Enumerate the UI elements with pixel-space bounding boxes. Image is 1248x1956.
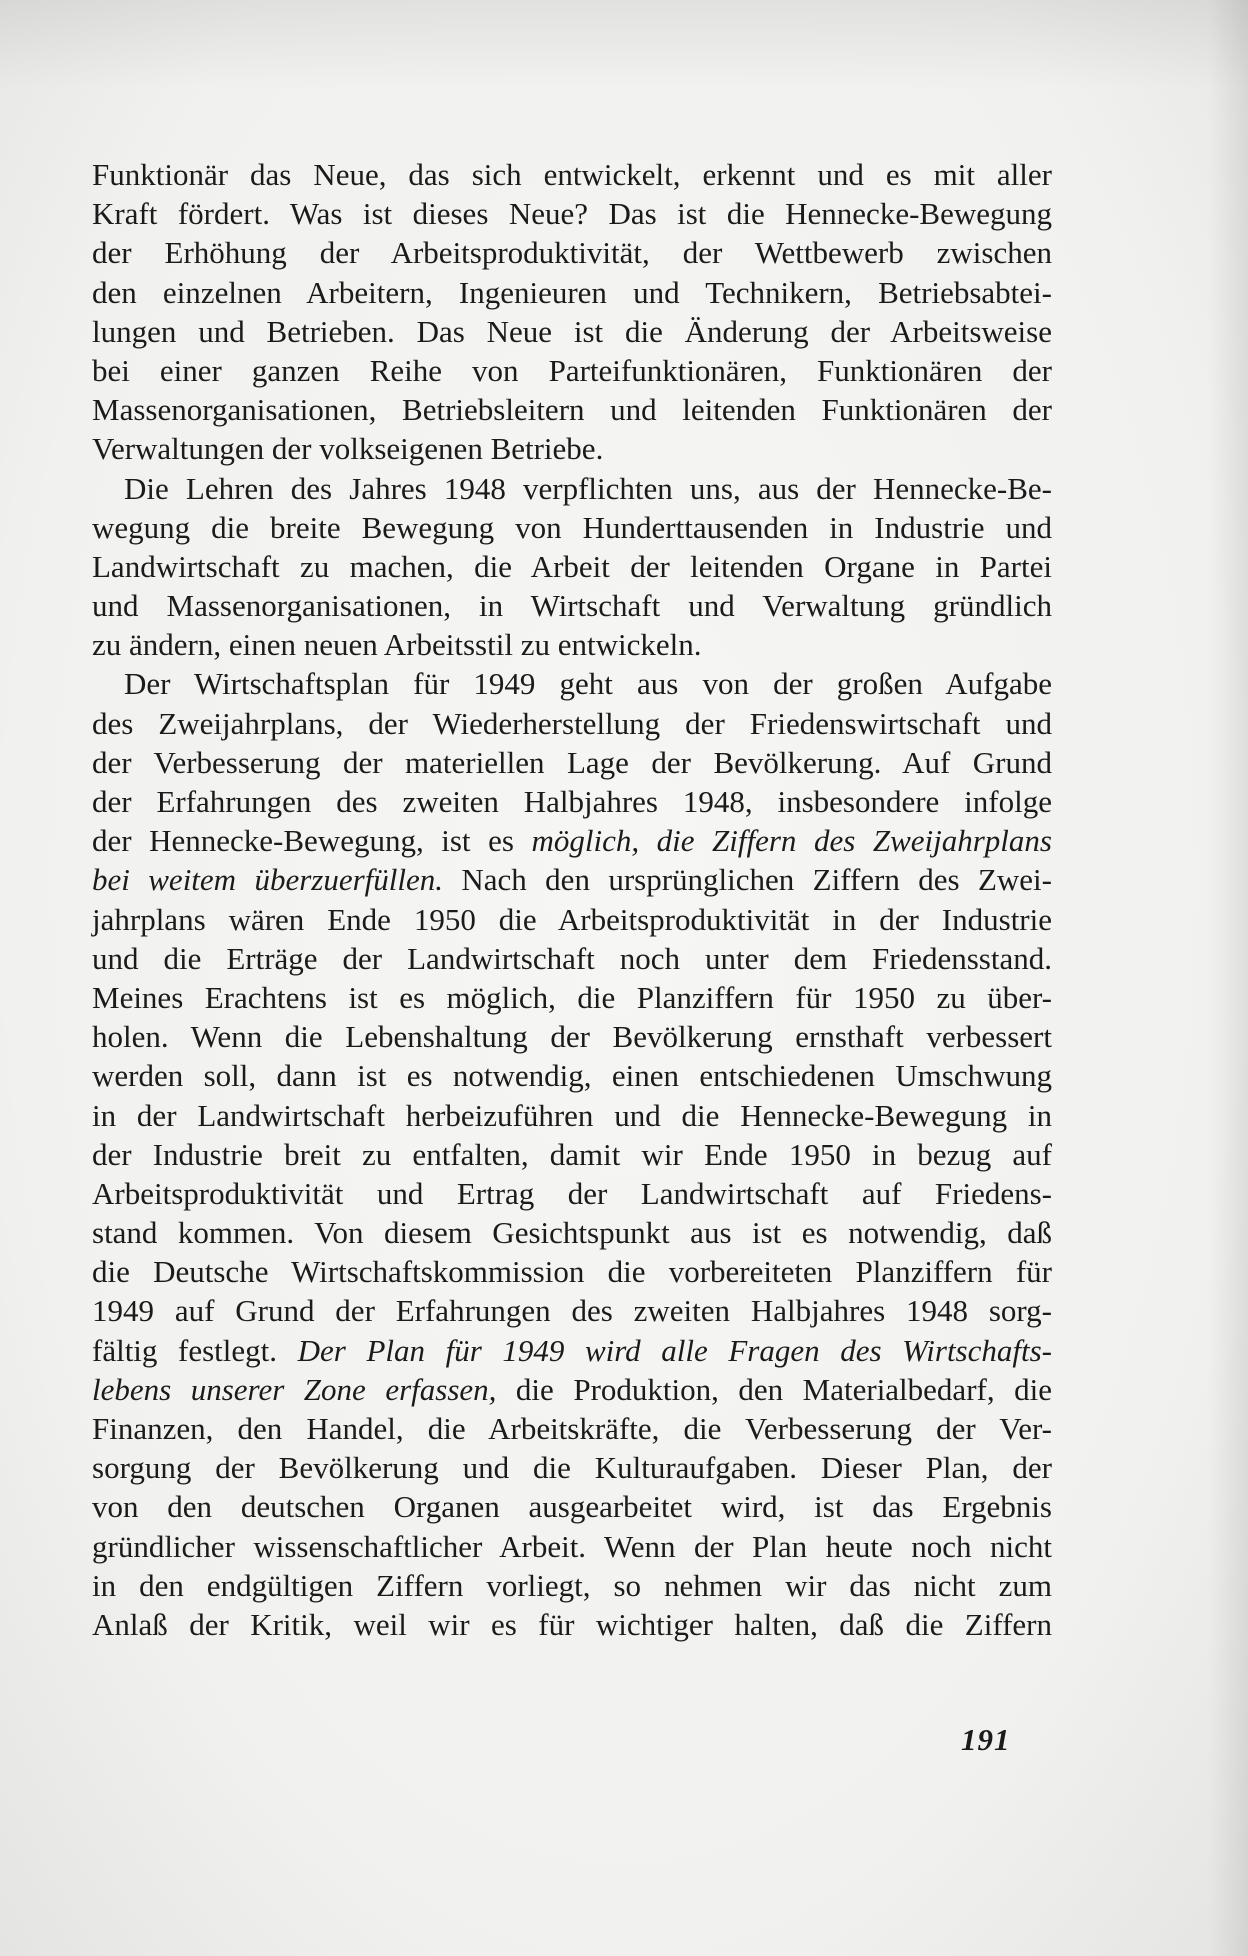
- text-segment: und die Erträge der Landwirtschaft noch unter dem Friedensstand.: [92, 940, 1052, 976]
- text-line: [92, 1213, 1052, 1252]
- text-line: [92, 1056, 1052, 1095]
- text-segment: jahrplans wären Ende 1950 die Arbeitsproduktivität in der Industrie: [92, 901, 1052, 937]
- text-line: [92, 1096, 1052, 1135]
- text-segment: Die Lehren des Jahres 1948 verpflichten uns, aus der Hennecke-Be-: [124, 470, 1052, 506]
- text-segment: und Massenorganisationen, in Wirtschaft und Verwaltung gründlich: [92, 588, 1052, 624]
- text-line: [92, 273, 1052, 312]
- text-segment: Meines Erachtens ist es möglich, die Planziffern für 1950 zu über-: [92, 979, 1052, 1015]
- text-segment: der Erhöhung der Arbeitsproduktivität, der Wettbewerb zwischen: [92, 235, 1052, 271]
- text-line: [92, 1291, 1052, 1330]
- text-line: [92, 743, 1052, 782]
- text-segment: der Verbesserung der materiellen Lage der Bevölkerung. Auf Grund: [92, 744, 1052, 780]
- text-segment: der Hennecke-Bewegung, ist es: [92, 823, 532, 859]
- text-line: [92, 155, 1052, 194]
- text-segment: fältig festlegt.: [92, 1332, 298, 1368]
- text-segment: in den endgültigen Ziffern vorliegt, so nehmen wir das nicht zum: [92, 1567, 1052, 1603]
- text-segment: Nach den ursprünglichen Ziffern des Zwei-: [443, 862, 1052, 898]
- text-segment: lungen und Betrieben. Das Neue ist die Änderung der Arbeitsweise: [92, 313, 1052, 349]
- text-line: [92, 351, 1052, 390]
- text-line: [92, 429, 1052, 468]
- text-line: [92, 1017, 1052, 1056]
- page-number: 191: [961, 1722, 1011, 1757]
- text-line: [92, 860, 1052, 899]
- text-line: [92, 1331, 1052, 1370]
- emphasis-text: lebens unserer Zone erfassen,: [92, 1371, 497, 1407]
- text-segment: stand kommen. Von diesem Gesichtspunkt aus ist es notwendig, daß: [92, 1215, 1052, 1251]
- text-segment: Landwirtschaft zu machen, die Arbeit der leitenden Organe in Partei: [92, 548, 1052, 584]
- text-segment: Verwaltungen der volkseigenen Betriebe.: [92, 431, 604, 467]
- text-line: [92, 1252, 1052, 1291]
- emphasis-text: bei weitem überzuerfüllen.: [92, 862, 444, 898]
- text-line: [92, 233, 1052, 272]
- text-segment: holen. Wenn die Lebenshaltung der Bevölkerung ernsthaft verbessert: [92, 1019, 1052, 1055]
- text-segment: die Produktion, den Materialbedarf, die: [496, 1371, 1052, 1407]
- text-line: [92, 939, 1052, 978]
- text-line: [92, 900, 1052, 939]
- text-line: [92, 664, 1052, 703]
- text-line: [92, 1566, 1052, 1605]
- text-segment: Massenorganisationen, Betriebsleitern und leitenden Funktionären der: [92, 392, 1052, 428]
- text-line: [92, 704, 1052, 743]
- text-segment: Anlaß der Kritik, weil wir es für wichtiger halten, daß die Ziffern: [92, 1606, 1052, 1642]
- text-segment: bei einer ganzen Reihe von Parteifunktionären, Funktionären der: [92, 352, 1052, 388]
- text-line: [92, 194, 1052, 233]
- text-line: [92, 312, 1052, 351]
- text-segment: 1949 auf Grund der Erfahrungen des zweiten Halbjahres 1948 sorg-: [92, 1293, 1052, 1329]
- emphasis-text: Der Plan für 1949 wird alle Fragen des Wirtschafts-: [297, 1332, 1052, 1368]
- text-segment: gründlicher wissenschaftlicher Arbeit. Wenn der Plan heute noch nicht: [92, 1528, 1052, 1564]
- text-line: [92, 390, 1052, 429]
- body-text: [92, 155, 1052, 1644]
- text-line: [92, 1135, 1052, 1174]
- text-line: [92, 1409, 1052, 1448]
- text-line: [92, 1448, 1052, 1487]
- text-segment: des Zweijahrplans, der Wiederherstellung der Friedenswirtschaft und: [92, 705, 1052, 741]
- emphasis-text: möglich, die Ziffern des Zweijahrplans: [531, 823, 1052, 859]
- text-segment: der Erfahrungen des zweiten Halbjahres 1948, insbesondere infolge: [92, 784, 1052, 819]
- text-line: [92, 508, 1052, 547]
- text-segment: in der Landwirtschaft herbeizuführen und die Hennecke-Bewegung in: [92, 1097, 1052, 1133]
- text-line: [92, 1527, 1052, 1566]
- text-line: [92, 625, 1052, 664]
- text-segment: wegung die breite Bewegung von Hunderttausenden in Industrie und: [92, 509, 1052, 545]
- text-line: [92, 1605, 1052, 1644]
- text-line: [92, 1487, 1052, 1526]
- text-line: [92, 547, 1052, 586]
- text-segment: Der Wirtschaftsplan für 1949 geht aus von der großen Aufgabe: [124, 666, 1052, 702]
- text-segment: von den deutschen Organen ausgearbeitet wird, ist das Ergebnis: [92, 1489, 1052, 1525]
- text-segment: werden soll, dann ist es notwendig, einen entschiedenen Umschwung: [92, 1058, 1052, 1094]
- text-segment: Funktionär das Neue, das sich entwickelt, erkennt und es mit aller: [92, 157, 1052, 192]
- text-segment: sorgung der Bevölkerung und die Kulturaufgaben. Dieser Plan, der: [92, 1450, 1052, 1486]
- text-line: [92, 782, 1052, 821]
- text-segment: der Industrie breit zu entfalten, damit wir Ende 1950 in bezug auf: [92, 1136, 1052, 1172]
- text-line: [92, 1370, 1052, 1409]
- text-line: [92, 586, 1052, 625]
- text-segment: Arbeitsproduktivität und Ertrag der Landwirtschaft auf Friedens-: [92, 1175, 1052, 1211]
- text-line: [92, 821, 1052, 860]
- text-segment: die Deutsche Wirtschaftskommission die vorbereiteten Planziffern für: [92, 1254, 1052, 1290]
- text-line: [92, 469, 1052, 508]
- text-line: [92, 978, 1052, 1017]
- text-segment: Finanzen, den Handel, die Arbeitskräfte, die Verbesserung der Ver-: [92, 1411, 1052, 1446]
- text-line: [92, 1174, 1052, 1213]
- text-segment: zu ändern, einen neuen Arbeitsstil zu entwickeln.: [92, 627, 702, 663]
- text-segment: Kraft fördert. Was ist dieses Neue? Das ist die Hennecke-Bewegung: [92, 196, 1052, 232]
- text-segment: den einzelnen Arbeitern, Ingenieuren und Technikern, Betriebsabtei-: [92, 274, 1052, 310]
